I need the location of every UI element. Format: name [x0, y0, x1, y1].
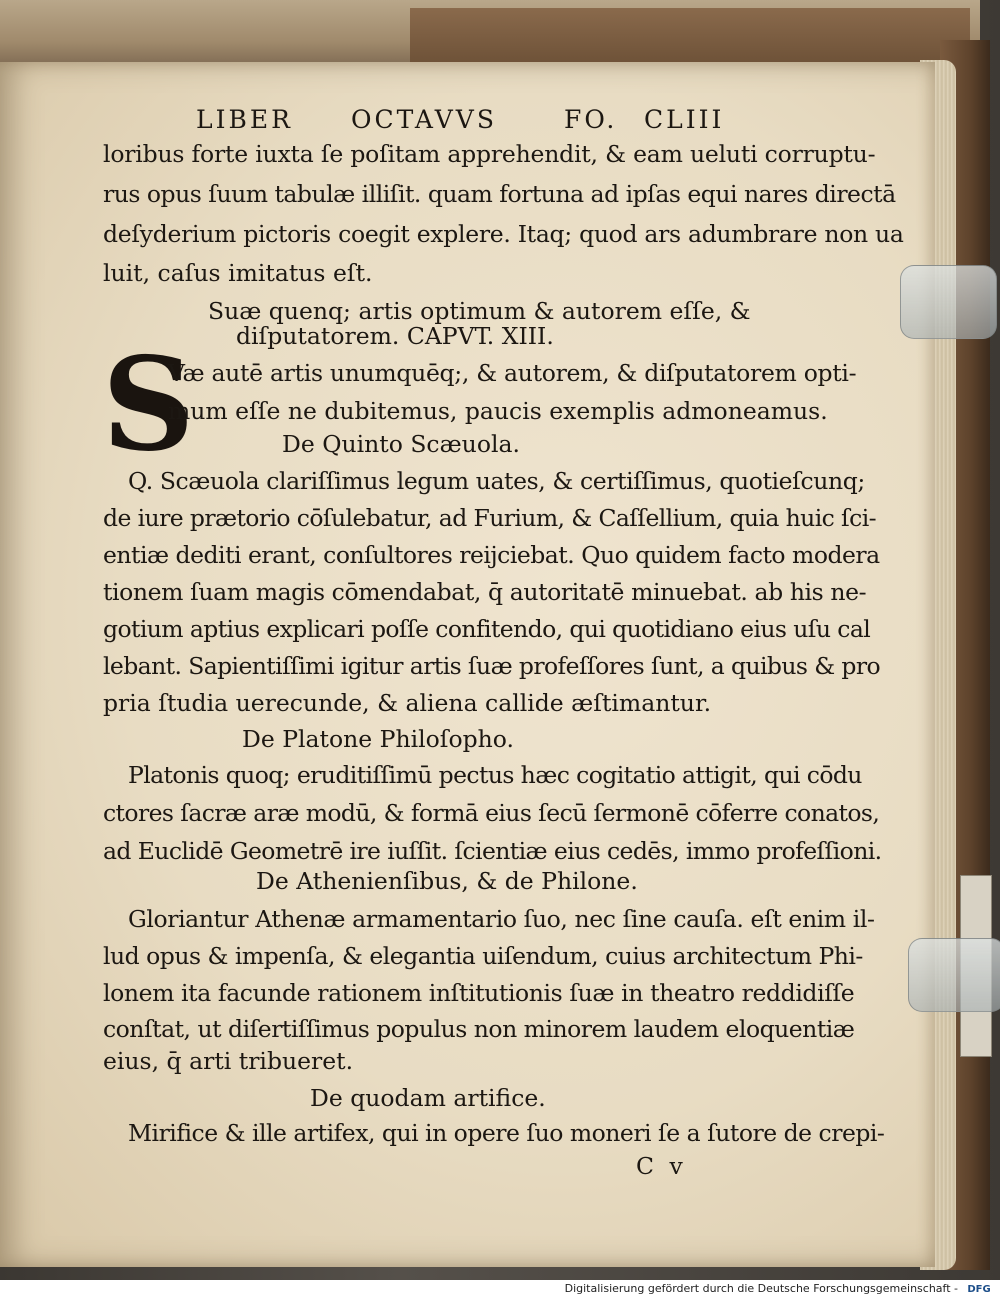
text-line: mum eſſe ne dubitemus, paucis exemplis admoneamus. — [168, 397, 828, 425]
section-heading: De quodam artifice. — [310, 1084, 546, 1112]
text-line: gotium aptius explicari poſſe confitendo, qui quotidiano eius uſu cal — [103, 615, 871, 643]
text-line: tionem ſuam magis cōmendabat, q̄ autoritatē minuebat. ab his ne- — [103, 578, 867, 606]
signature-mark: C v — [636, 1152, 687, 1180]
text-line: deſyderium pictoris coegit explere. Itaq; quod ars adumbrare non ua — [103, 220, 904, 248]
text-line: loribus forte iuxta ſe poſitam apprehendit, & eam ueluti corruptu- — [103, 140, 876, 168]
text-line: Gloriantur Athenæ armamentario ſuo, nec ſine cauſa. eſt enim il- — [128, 905, 875, 933]
section-heading: De Athenienſibus, & de Philone. — [256, 867, 638, 895]
book-page — [0, 62, 935, 1267]
header-octavus: OCTAVVS — [351, 105, 497, 134]
text-line: de iure prætorio cōſulebatur, ad Furium, & Caſſellium, quia huic ſci- — [103, 504, 876, 532]
digitization-footer — [0, 1280, 1000, 1301]
text-line: luit, caſus imitatus eſt. — [103, 259, 373, 287]
text-line: Platonis quoq; eruditiſſimū pectus hæc cogitatio attigit, qui cōdu — [128, 761, 862, 789]
text-line: eius, q̄ arti tribueret. — [103, 1047, 354, 1075]
section-heading: De Platone Philoſopho. — [242, 725, 515, 753]
chapter-heading: diſputatorem. CAPVT. XIII. — [236, 322, 554, 350]
page-text — [0, 62, 935, 1267]
text-line: Mirifice & ille artifex, qui in opere ſuo moneri ſe a ſutore de crepi- — [128, 1119, 885, 1147]
text-line: lebant. Sapientiſſimi igitur artis ſuæ profeſſores ſunt, a quibus & pro — [103, 652, 881, 680]
text-line: ctores ſacræ aræ modū, & formā eius ſecū ſermonē cōferre conatos, — [103, 799, 880, 827]
page-clip — [900, 265, 997, 339]
text-line: ad Euclidē Geometrē ire iuſſit. ſcientiæ eius cedēs, immo profeſſioni. — [103, 837, 882, 865]
text-line: lonem ita facunde rationem inſtitutionis ſuæ in theatro reddidiſſe — [103, 979, 855, 1007]
text-line: Q. Scæuola clariſſimus legum uates, & certiſſimus, quotieſcunq; — [128, 467, 865, 495]
text-line: conſtat, ut diſertiſſimus populus non minorem laudem eloquentiæ — [103, 1015, 855, 1043]
dfg-logo: DFG — [967, 1284, 991, 1295]
text-line: rus opus ſuum tabulæ illiſit. quam fortuna ad ipſas equi nares directā — [103, 180, 896, 208]
header-folio-number: CLIII — [644, 105, 725, 134]
page-clip — [908, 938, 1000, 1012]
drop-capital: S — [102, 330, 195, 480]
leather-binding — [410, 8, 970, 63]
text-line: lud opus & impenſa, & elegantia uiſendum, cuius architectum Phi- — [103, 942, 863, 970]
header-liber: LIBER — [196, 105, 293, 134]
chapter-heading: Suæ quenq; artis optimum & autorem eſſe, & — [208, 297, 751, 325]
text-line: pria ſtudia uerecunde, & aliena callide æſtimantur. — [103, 689, 712, 717]
text-line: entiæ dediti erant, conſultores reijciebat. Quo quidem facto modera — [103, 541, 880, 569]
footer-credit: Digitalisierung gefördert durch die Deutsche Forschungsgemeinschaft - — [564, 1282, 958, 1295]
text-line: Væ autē artis unumquēq;, & autorem, & diſputatorem opti- — [168, 359, 857, 387]
section-heading: De Quinto Scæuola. — [282, 430, 520, 458]
header-fo: FO. — [564, 105, 618, 134]
running-header — [196, 100, 726, 140]
